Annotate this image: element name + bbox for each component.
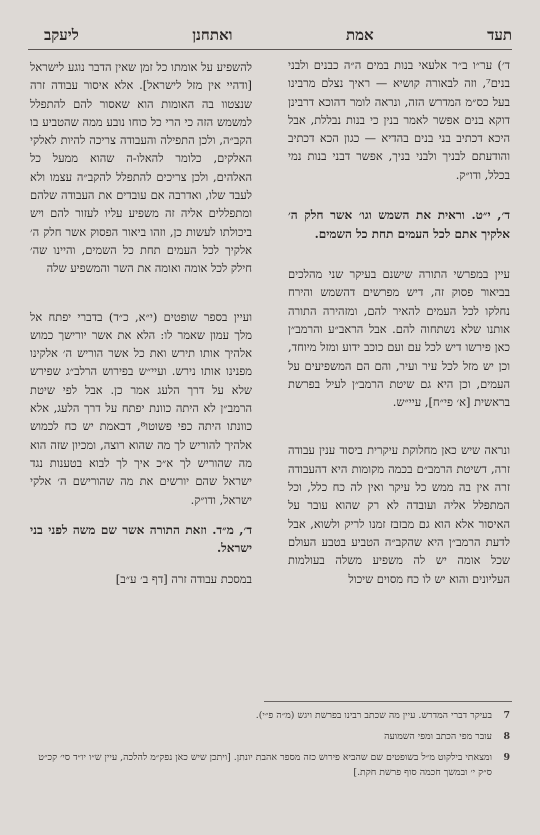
- paragraph: להשפיע על אומתו כל זמן שאין הדבר נוגע לישראל [ודהיי אין מזל לישראל]. אלא איסור עבודה זרה שנצטוו בה האומות הוא שאסור להם להתפלל למשמש הזה כי הרי כל כוחו נובע ממה שהטביע בו הקב״ה, ולכן התפילה והעבודה צריכה להיות לאלקי האלקים, כלומר להאלו-ה שהוא ממעל כל האלהים, ולכן צריכים להתפלל להקב״ה עצמו ולא לעבד שלו, ואדרבה אם עובדים את העבודה שלהם ומתפללים אליה זה משפיע עליו לעזור להם ויש ביכולתו לעשות כן, וזהו ביאור הפסוק אשר חלק ה׳ אלקיך לכל העמים תחת כל השמים, והיינו שה׳ חילק לכל אומה ואומה את השר והמשפיע שלה: [30, 60, 252, 276]
- source-reference: במסכת עבודה זרה [דף ב׳ ע״ב]: [115, 571, 252, 586]
- verse-heading: ד׳, מ״ד. וזאת התורה אשר שם משה לפני בני ישראל.: [30, 522, 252, 556]
- header-parsha: ואתחנן: [192, 25, 233, 44]
- running-header: [30, 24, 512, 46]
- verse-heading: ד׳, י״ט. וראית את השמש וגו׳ אשר חלק ה׳ אלקיך אתם לכל העמים תחת כל השמים.: [288, 208, 510, 241]
- footnote: [34, 708, 510, 723]
- header-book-title: ליעקב: [44, 25, 79, 44]
- footnote-text: עובר מפי הכתב ומפי השמועה: [384, 731, 492, 742]
- footnote-rule: [264, 701, 512, 702]
- footnote: [34, 750, 510, 780]
- footnote: [34, 729, 510, 744]
- right-column: [288, 56, 510, 588]
- footnote-text: ומצאתי בילקוט מ״ל בשופטים שם שהביא פירוש כזה מספר אהבת יונתן. [ויתכן שיש כאן נפק״מ להלכה, עיין ש״ו יו״ד סי׳ קכ״ט ס״ק י׳ ובמשך חכמה סוף פרשת חקת.]: [38, 752, 492, 778]
- footnote-number: 8: [503, 731, 510, 742]
- header-middle: [346, 26, 374, 45]
- footnote-number: 9: [503, 752, 510, 763]
- paragraph: ועיין בספר שופטים (י״א, כ״ד) בדברי יפתח אל מלך עמון שאמר לו: הלא את אשר יורישך כמוש אלהיך אותו תירש ואת כל אשר הוריש ה׳ אלקינו מפנינו אותו נירש. ועיי״ש בפירוש הרלב״ג שפירש שלא על דרך הלעג אמר כן. אבל לפי שיטת הרמב״ן לא היתה כוונת יפתח על דרך הלעג, אלא כוונתו היתה כפי פשוטו⁸, דבאמת יש כח לכמוש אלהיך להוריש לך מה שהוא רוצה, ומכיון שזה הוא מה שהוריש לך א״כ איך לך לבוא בטענות נגד ישראל שהם יורשים את מה שהורישם ה׳ אלקי ישראל, ודו״ק.: [30, 309, 253, 507]
- footnote-number: 7: [503, 710, 510, 721]
- header-page-number: תעד: [487, 25, 512, 44]
- footnote-text: בעיקר דברי המדרש. עיין מה שכתב רבינו בפרשת ויגש (מ״ה פ״י).: [255, 710, 492, 721]
- left-column: [30, 58, 252, 588]
- footnotes: [34, 708, 510, 786]
- header-rule: [28, 49, 512, 50]
- header-section-name: אמת: [345, 25, 374, 44]
- paragraph: ונראה שיש כאן מחלוקת עיקרית ביסוד ענין עבודה זרה, דשיטת הרמב״ם בכמה מקומות היא דהעבודה זרה אין בה ממש כל עיקר ואין לה כח כלל, וכל המתפלל אליה ועובדה לא רק שהוא עובר על האיסור אלא הוא גם מבזבז זמנו לריק ולשוא, אבל לדעת הרמב״ן היא שהקב״ה הטביע בטבע העולם שכל אומה יש לה משפיע משלה בעולמות העליונים והוא יש לו כח מסוים שיכול: [288, 443, 510, 586]
- paragraph-intro: ד׳) ער״ו ב״ר אלעאי בנות במים ה״ה כבנים ולבני בנים⁷, וזה לבאורה קושיא — ראיך נצלם מרבינו בעל כס״מ המדרש הזה, ונראה לומר דהוכא דרבינן דוקא בנים אפשר לאמר בנין כי בנות נבללת, אבל היכא דכתיב בני בנים בהדיא — כגון הכא דכתיב והודעתם לבניך ולבני בניך, אפשר דבני בנות נמי בכלל, ודו״ק.: [288, 58, 510, 182]
- paragraph: עיין במפרשי התורה שישנם בעיקר שני מהלכים בביאור פסוק זה, דיש מפרשים דהשמש והירח נחלקו לכל העמים להאיר להם, ומזהירה התורה אותנו שלא נשתחוה להם. אבל הראב״ע והרמב״ן כאן פירשו דיש לכל עם ועם כוכב ידוע ומזל מיוחד, וכן יש מזל לכל עיר ועיר, והם הם המשפיעים על העמים, וכן היא גם שיטת הרמב״ן לעיל בפרשת בראשית [א׳ פי״ח], עיי״ש.: [288, 267, 510, 410]
